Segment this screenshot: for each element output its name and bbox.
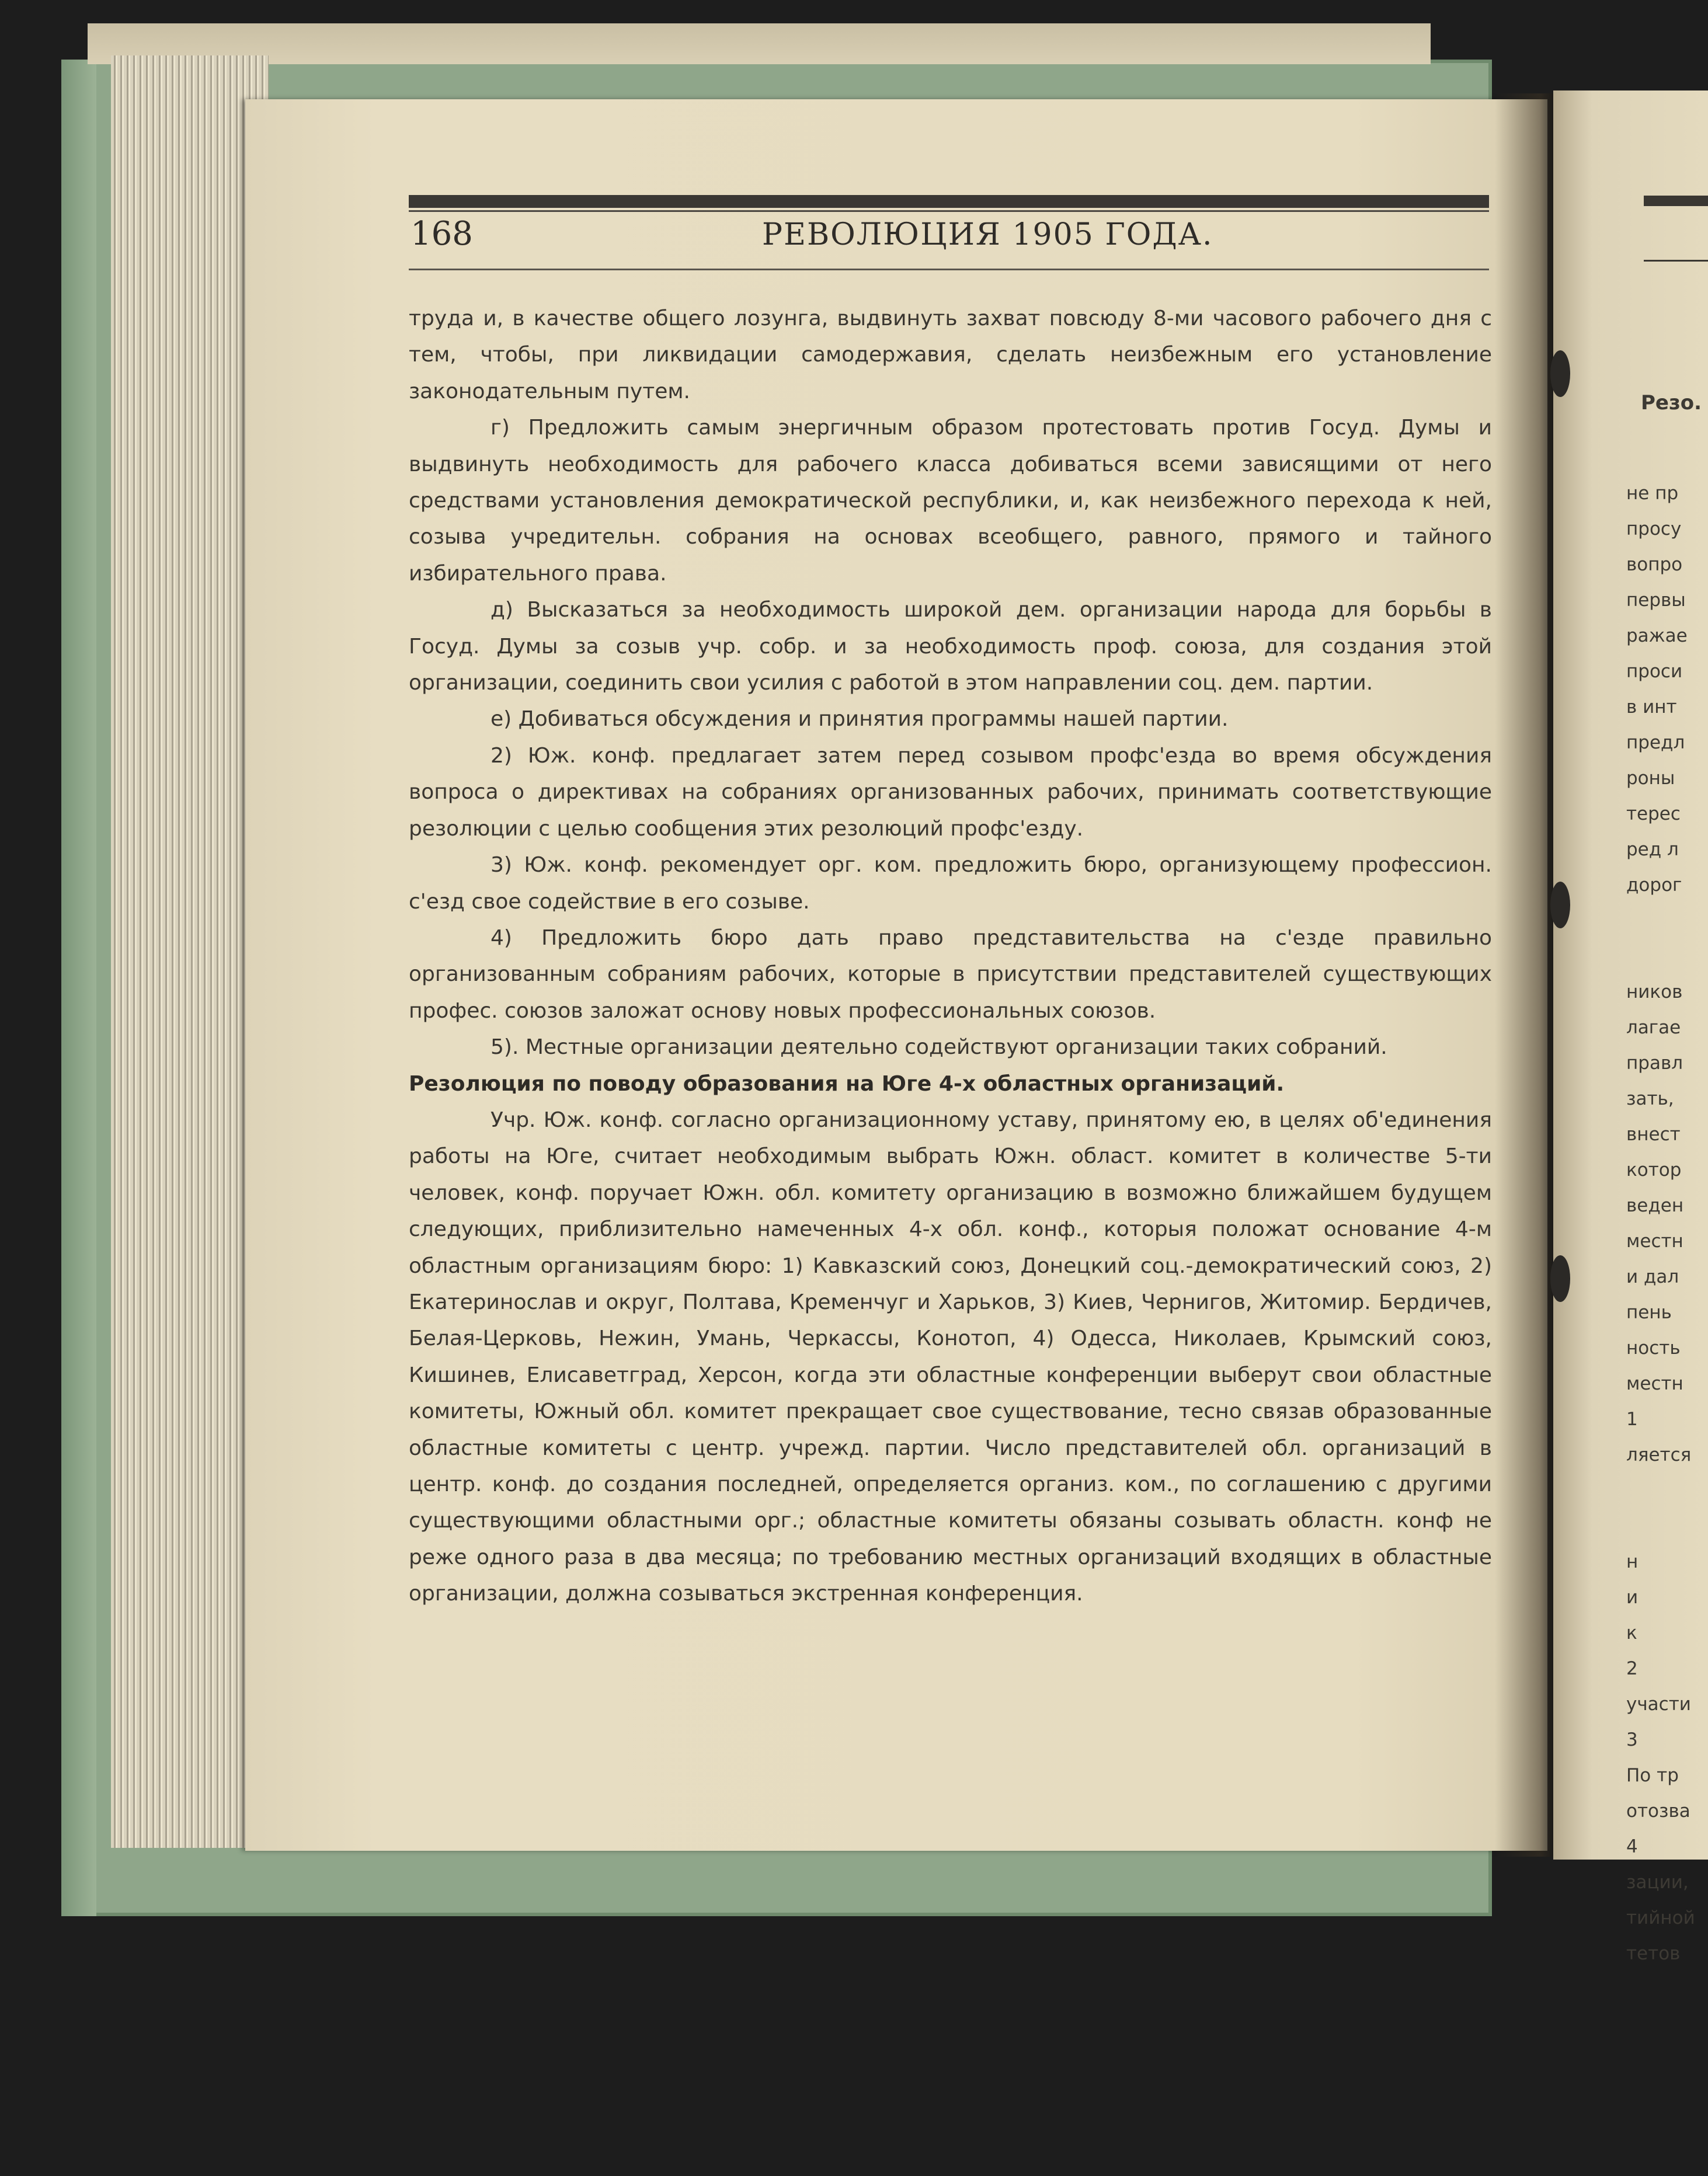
- paragraph: 4) Предложить бюро дать право представительства на с'езде правильно организованным собраниям рабочих, которые в присутствии представителей существующих профес. союзов заложат основу новых профессиональных союзов.: [409, 925, 1492, 1023]
- paragraph: е) Добиваться обсуждения и принятия программы нашей партии.: [491, 707, 1229, 732]
- body-text: [409, 301, 1492, 1613]
- right-page-line: лагае: [1626, 1017, 1681, 1038]
- right-page-line: вопро: [1626, 554, 1683, 575]
- cover-edge: [61, 60, 96, 1916]
- right-page-line: ность: [1626, 1338, 1681, 1359]
- page-stack-top: [88, 23, 1431, 64]
- right-page-line: По тр: [1626, 1765, 1679, 1786]
- right-page-line: пень: [1626, 1302, 1672, 1323]
- paragraph: 3) Юж. конф. рекомендует орг. ком. предложить бюро, организующему профессион. с'езд свое содействие в его созыве.: [409, 853, 1492, 914]
- right-page-column: [1626, 476, 1708, 1972]
- binding-clip: [1550, 882, 1570, 928]
- right-page-line: внест: [1626, 1124, 1681, 1145]
- binding-clip: [1550, 350, 1570, 397]
- right-page-line: [1626, 903, 1708, 939]
- paragraph: г) Предложить самым энергичным образом протестовать против Госуд. Думы и выдвинуть необходимость для рабочего класса добиваться всеми зависящими от него средствами установления демократической республики, и, как неизбежного перехода к ней, созыва учредительн. собрания на основах всеобщего, равного, прямого и тайного избирательного права.: [409, 416, 1492, 586]
- right-page-line: дорог: [1626, 875, 1682, 896]
- right-page-line: 2: [1626, 1658, 1638, 1679]
- right-page-line: веден: [1626, 1195, 1684, 1216]
- right-page: [1553, 90, 1708, 1964]
- right-page-line: терес: [1626, 803, 1681, 824]
- right-page-line: ников: [1626, 981, 1683, 1002]
- right-page-line: просу: [1626, 518, 1682, 539]
- paragraph: д) Высказаться за необходимость широкой дем. организации народа для борьбы в Госуд. Думы за созыв учр. собр. и за необходимость проф. союза, для создания этой организации, соединить свои усилия с работой в этом направлении соц. дем. партии.: [409, 598, 1492, 695]
- header-rule-thick: [409, 195, 1489, 208]
- paragraph: Учр. Юж. конф. согласно организационному уставу, принятому ею, в целях об'единения работы на Юге, считает необходимым выбрать Южн. област. комитет в количестве 5-ти человек, конф. поручает Южн. обл. комитету организацию в возможно ближайшем будущем следующих, приблизительно намеченных 4-х обл. конф., которыя положат основание 4-м областным организациям бюро: 1) Кавказский союз, Донецкий соц.-демократический союз, 2) Екатеринослав и округ, Полтава, Кременчуг и Харьков, 3) Киев, Чернигов, Житомир. Бердичев, Белая-Церковь, Нежин, Умань, Черкассы, Конотоп, 4) Одесса, Николаев, Крымский союз, Кишинев, Елисаветград, Херсон, когда эти областные конференции выберут свои областные комитеты, Южный обл. комитет прекращает свое существование, тесно связав образованные областные комитеты с центр. учрежд. партии. Число представителей обл. организаций в центр. конф. до создания последней, определяется организ. ком., по соглашению с другими существующими областными орг.; областные комитеты обязаны созывать областн. конф не реже одного раза в два месяца; по требованию местных организаций входящих в областные организации, должна созываться экстренная конференция.: [409, 1108, 1492, 1606]
- right-page-line: местн: [1626, 1231, 1683, 1252]
- header-rule-thin: [409, 210, 1489, 212]
- right-page-line: роны: [1626, 768, 1675, 789]
- right-page-line: предл: [1626, 732, 1685, 753]
- right-page-line: 3: [1626, 1729, 1638, 1750]
- right-page-line: правл: [1626, 1053, 1683, 1074]
- paragraph: труда и, в качестве общего лозунга, выдвинуть захват повсюду 8-ми часового рабочего дня с тем, чтобы, при ликвидации самодержавия, сделать неизбежным его установление законодательным путем.: [409, 307, 1492, 403]
- right-page-line: [1626, 1473, 1708, 1509]
- right-page-line: к: [1626, 1623, 1637, 1644]
- right-page-heading: Резо.: [1641, 391, 1702, 415]
- right-page-line: зации,: [1626, 1872, 1689, 1893]
- right-page-line: не пр: [1626, 483, 1679, 504]
- page-number: 168: [411, 215, 473, 253]
- right-page-line: котор: [1626, 1160, 1682, 1181]
- right-page-line: проси: [1626, 661, 1683, 682]
- paragraph: 5). Местные организации деятельно содействуют организации таких собраний.: [491, 1035, 1387, 1060]
- right-page-line: [1626, 939, 1708, 974]
- right-page-line: ляется: [1626, 1444, 1692, 1465]
- paragraph: 2) Юж. конф. предлагает затем перед созывом профс'езда во время обсуждения вопроса о директивах на собраниях организованных рабочих, принимать соответствующие резолюции с целью сообщения этих резолюций профс'езду.: [409, 743, 1492, 841]
- right-page-thin-rule: [1644, 260, 1708, 262]
- gutter-shadow: [1495, 93, 1559, 1857]
- right-page-line: [1626, 1509, 1708, 1544]
- right-page-line: первы: [1626, 590, 1686, 611]
- right-page-line: зать,: [1626, 1088, 1674, 1109]
- right-page-line: ред л: [1626, 839, 1679, 860]
- right-page-line: в инт: [1626, 697, 1677, 718]
- right-page-line: 4: [1626, 1836, 1638, 1857]
- binding-clip: [1550, 1255, 1570, 1302]
- running-head: РЕВОЛЮЦИЯ 1905 ГОДА.: [762, 217, 1213, 252]
- right-page-rule: [1644, 196, 1708, 206]
- header-underline: [409, 269, 1489, 270]
- right-page-line: участи: [1626, 1694, 1691, 1715]
- right-page-line: тийной: [1626, 1907, 1695, 1928]
- right-page-line: тетов: [1626, 1943, 1681, 1964]
- right-page-line: и: [1626, 1587, 1639, 1608]
- right-page-line: и дал: [1626, 1266, 1679, 1287]
- right-page-line: отозва: [1626, 1801, 1690, 1822]
- right-page-line: местн: [1626, 1373, 1683, 1394]
- section-heading: Резолюция по поводу образования на Юге 4-х областных организаций.: [409, 1071, 1285, 1096]
- right-page-line: н: [1626, 1551, 1639, 1572]
- right-page-line: ражае: [1626, 625, 1688, 646]
- right-page-line: 1: [1626, 1409, 1638, 1430]
